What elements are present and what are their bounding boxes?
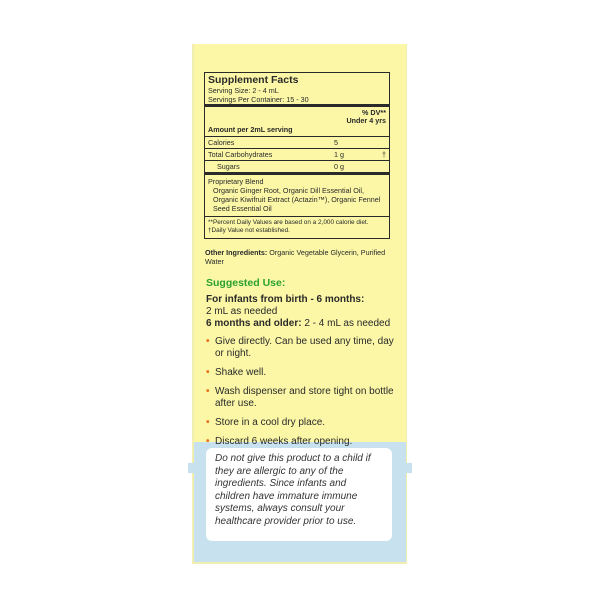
proprietary-blend — [205, 175, 389, 216]
footnote-not-established: †Daily Value not established. — [208, 227, 290, 234]
dosage-instructions — [206, 294, 396, 330]
nutrient-dv: † — [382, 150, 386, 159]
nutrient-amount: 1 g — [334, 150, 344, 159]
infants-dose: 2 mL as needed — [206, 306, 278, 317]
bullet-icon: • — [206, 386, 210, 397]
bullet-text: Give directly. Can be used any time, day or night. — [215, 336, 394, 359]
nutrient-amount: 0 g — [334, 162, 344, 171]
supplement-facts-title: Supplement Facts — [208, 74, 299, 86]
list-item — [206, 336, 396, 360]
nutrient-name: Total Carbohydrates — [208, 150, 273, 159]
bullet-icon: • — [206, 436, 210, 447]
bullet-text: Discard 6 weeks after opening. — [215, 436, 353, 447]
older-dose: 2 - 4 mL as needed — [301, 318, 391, 329]
blend-title: Proprietary Blend — [208, 177, 264, 186]
dv-header — [205, 107, 389, 125]
nutrient-name: Calories — [208, 138, 235, 147]
dv-header-sub: Under 4 yrs — [346, 116, 386, 125]
infants-label: For infants from birth - 6 months: — [206, 294, 365, 305]
suggested-use-heading: Suggested Use: — [206, 277, 286, 289]
list-item — [206, 367, 396, 379]
other-ingredients-text: Organic Vegetable Glycerin, Purified Water — [205, 248, 386, 266]
bullet-text: Shake well. — [215, 367, 267, 378]
other-ingredients-label: Other Ingredients: — [205, 248, 268, 257]
nutrient-name: Sugars — [217, 162, 240, 171]
nutrient-amount: 5 — [334, 138, 338, 147]
product-box-panel — [194, 44, 406, 562]
footnote-dv: **Percent Daily Values are based on a 2,000 calorie diet. — [208, 219, 369, 226]
amount-per-serving-header: Amount per 2mL serving — [208, 125, 293, 134]
list-item — [206, 436, 396, 448]
facts-footnotes — [205, 217, 389, 238]
bullet-icon: • — [206, 367, 210, 378]
warning-notice: Do not give this product to a child if they are allergic to any of the ingredients. Since infants and children have immature immune systems, always consult your healthcare provider prior to use. — [206, 448, 392, 541]
supplement-facts-panel — [204, 72, 390, 239]
bullet-icon: • — [206, 336, 210, 347]
list-item — [206, 386, 396, 410]
nutrient-row — [205, 137, 389, 148]
other-ingredients — [205, 248, 391, 266]
usage-bullet-list — [206, 336, 396, 455]
serving-size: Serving Size: 2 - 4 mL — [208, 86, 279, 95]
bullet-text: Wash dispenser and store tight on bottle after use. — [215, 386, 394, 409]
blend-ingredients: Organic Ginger Root, Organic Dill Essential Oil, Organic Kiwifruit Extract (Actazin™), Organic Fennel Seed Essential Oil — [213, 186, 381, 213]
nutrient-row — [205, 161, 389, 172]
bullet-text: Store in a cool dry place. — [215, 417, 326, 428]
bullet-icon: • — [206, 417, 210, 428]
servings-per-container: Servings Per Container: 15 - 30 — [208, 95, 309, 104]
nutrient-row — [205, 149, 389, 160]
older-label: 6 months and older: — [206, 318, 302, 329]
dv-header-label: % DV** — [362, 108, 386, 117]
list-item — [206, 417, 396, 429]
